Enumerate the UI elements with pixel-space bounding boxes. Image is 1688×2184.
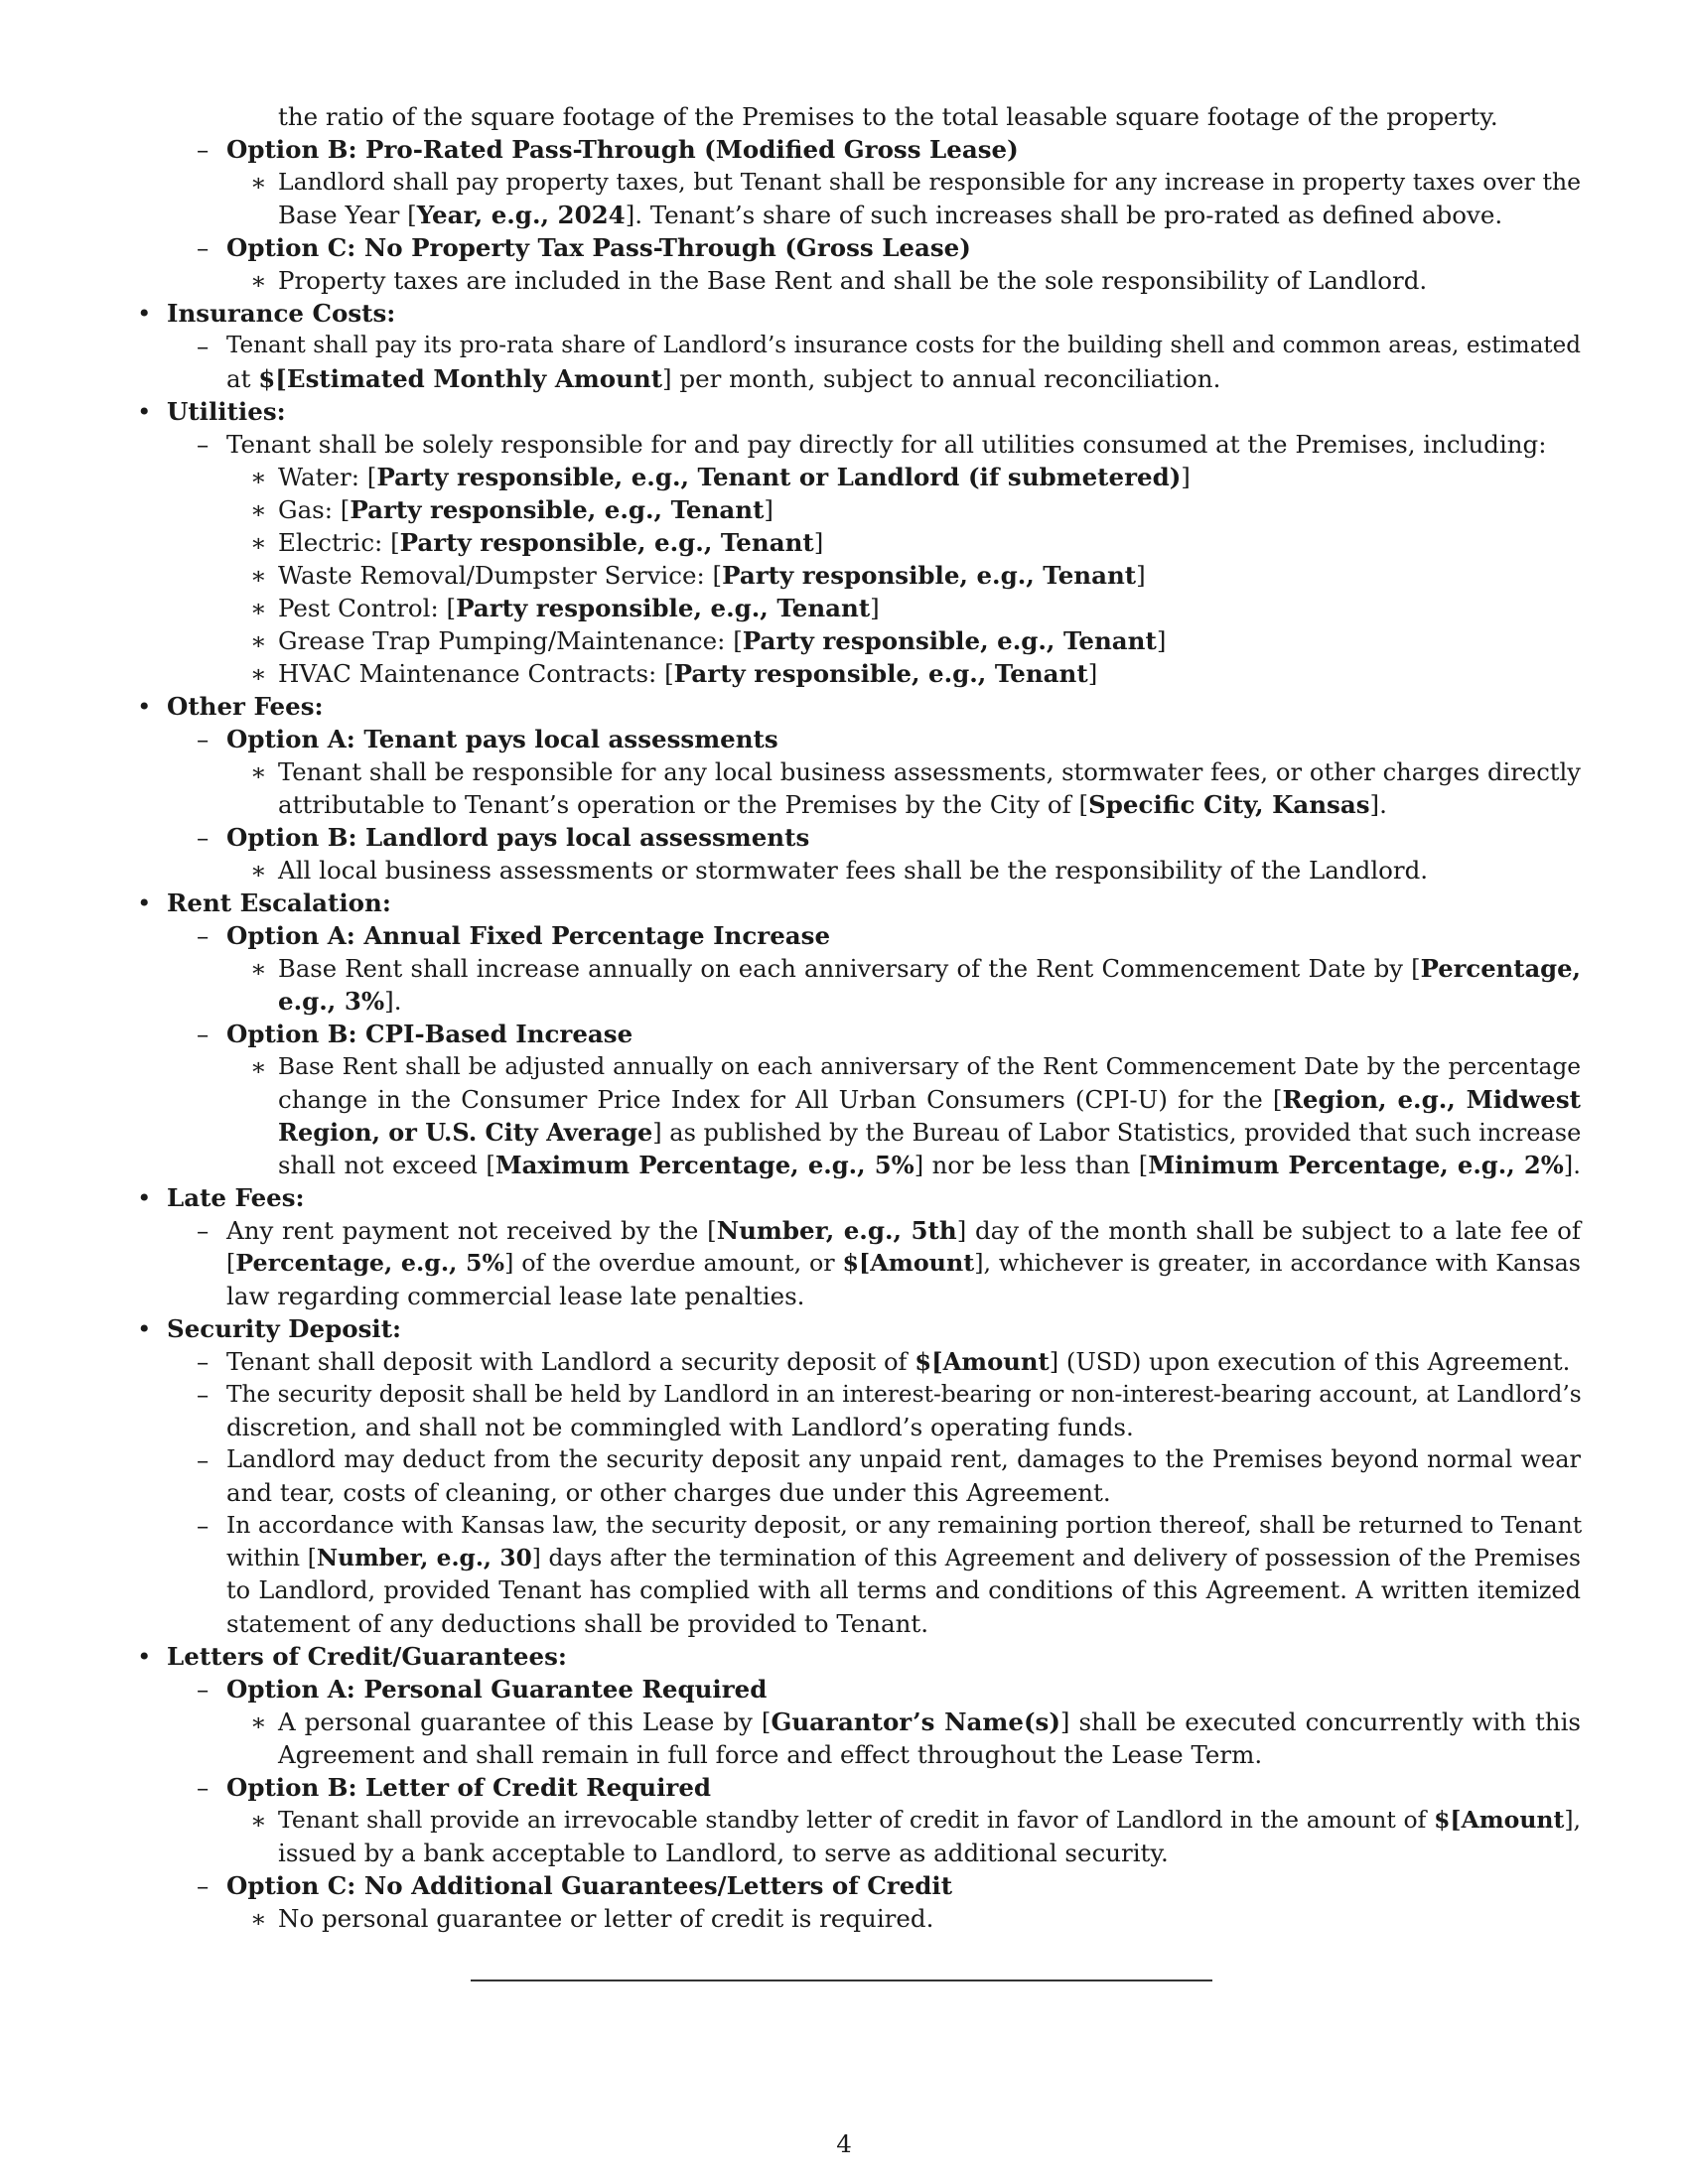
text-line [0, 887, 1688, 919]
text-run: statement of any deductions shall be provided to Tenant. [226, 1609, 929, 1638]
dash-marker: – [197, 135, 210, 164]
text-run: ]. [1369, 790, 1387, 819]
text-line [0, 854, 1688, 887]
text-line [0, 133, 1688, 166]
text-line [0, 690, 1688, 723]
text-line [0, 985, 1688, 1018]
text-line [0, 624, 1688, 657]
text-run: ], [1564, 1806, 1581, 1834]
line-text [226, 1247, 1581, 1280]
text-run: ] days after the termination of this Agreement and delivery of possession of the Premises [531, 1545, 1581, 1571]
line-text [226, 133, 1581, 166]
star-marker: ∗ [250, 168, 267, 197]
text-run: ], whichever is greater, in accordance with Kansas [974, 1249, 1581, 1277]
star-marker: ∗ [250, 528, 267, 557]
bold-term: Option B: CPI-Based Increase [226, 1020, 633, 1048]
bold-term: Party responsible, e.g., Tenant [722, 561, 1137, 590]
line-text [278, 1902, 1581, 1935]
line-text [278, 788, 1581, 821]
line-text [226, 1869, 1581, 1902]
text-run: ] shall be executed concurrently with this [1059, 1707, 1581, 1736]
bold-term: Insurance Costs: [167, 299, 396, 328]
text-run: ] [1087, 659, 1098, 688]
text-run: Agreement and shall remain in full force and effect throughout the Lease Term. [278, 1740, 1263, 1769]
text-run: Gas: [ [278, 495, 351, 524]
text-run: within [ [226, 1545, 317, 1571]
text-line [0, 1018, 1688, 1050]
line-text [278, 952, 1581, 985]
text-run: [ [226, 1249, 236, 1277]
dash-marker: – [197, 1347, 210, 1376]
text-line [0, 1902, 1688, 1935]
bullet-marker: • [137, 397, 152, 426]
bold-term: Option C: No Additional Guarantees/Letters of Credit [226, 1871, 953, 1900]
line-text [226, 362, 1581, 395]
line-text [226, 1345, 1581, 1378]
line-text [278, 526, 1581, 559]
star-marker: ∗ [250, 856, 267, 885]
text-run: shall not exceed [ [278, 1151, 495, 1179]
dash-marker: – [197, 1511, 210, 1540]
star-marker: ∗ [250, 1904, 267, 1933]
text-line [0, 1116, 1688, 1149]
dash-marker: – [197, 430, 210, 459]
text-run: ] nor be less than [ [914, 1151, 1149, 1179]
line-text [167, 297, 1581, 330]
text-line [0, 657, 1688, 690]
text-run: at [226, 364, 259, 393]
text-line [0, 1050, 1688, 1083]
line-text [278, 1738, 1581, 1771]
bullet-marker: • [137, 1183, 152, 1212]
line-text [226, 821, 1581, 854]
bold-term: $[Amount [1434, 1806, 1565, 1834]
bold-term: e.g., 3% [278, 987, 385, 1016]
dash-marker: – [197, 1380, 210, 1409]
star-marker: ∗ [250, 266, 267, 295]
bold-term: Specific City, Kansas [1088, 790, 1370, 819]
text-line [0, 952, 1688, 985]
text-run: HVAC Maintenance Contracts: [ [278, 659, 674, 688]
text-line [0, 1771, 1688, 1804]
bold-term: Utilities: [167, 397, 286, 426]
line-text [226, 1771, 1581, 1804]
text-line [0, 1280, 1688, 1312]
line-text [278, 1804, 1581, 1837]
bold-term: Region, or U.S. City Average [278, 1118, 653, 1147]
text-run: Base Rent shall be adjusted annually on each anniversary of the Rent Commencement Date by the percentage [278, 1053, 1581, 1080]
text-run: ] [1136, 561, 1146, 590]
text-run: ]. [384, 987, 402, 1016]
bullet-marker: • [137, 1642, 152, 1671]
text-line [0, 526, 1688, 559]
text-line [0, 1443, 1688, 1476]
text-run: ] [1181, 463, 1191, 491]
dash-marker: – [197, 1871, 210, 1900]
line-text [278, 1837, 1581, 1869]
line-text [278, 1706, 1581, 1738]
line-text [278, 166, 1581, 199]
text-run: Tenant shall deposit with Landlord a security deposit of [226, 1347, 915, 1376]
text-run: ]. Tenant’s share of such increases shall be pro-rated as defined above. [625, 201, 1503, 229]
bold-term: Security Deposit: [167, 1314, 402, 1343]
text-line [0, 493, 1688, 526]
text-line [0, 1640, 1688, 1673]
line-text [226, 1574, 1581, 1607]
bold-term: Number, e.g., 5th [716, 1216, 957, 1245]
text-line [0, 1542, 1688, 1574]
star-marker: ∗ [250, 463, 267, 491]
star-marker: ∗ [250, 1707, 267, 1736]
text-run: Tenant shall be responsible for any local business assessments, stormwater fees, or other charges directly [278, 757, 1581, 786]
text-run: ] day of the month shall be subject to a late fee of [956, 1216, 1581, 1245]
text-line [0, 755, 1688, 788]
line-text [226, 1280, 1581, 1312]
text-run: Pest Control: [ [278, 594, 457, 622]
text-run: ] (USD) upon execution of this Agreement. [1049, 1347, 1571, 1376]
text-line [0, 199, 1688, 231]
text-line [0, 592, 1688, 624]
dash-marker: – [197, 1675, 210, 1704]
text-run: In accordance with Kansas law, the security deposit, or any remaining portion thereof, shall be returned to Tenant [226, 1511, 1583, 1539]
star-marker: ∗ [250, 561, 267, 590]
text-line [0, 1673, 1688, 1706]
line-text [278, 461, 1581, 493]
line-text [226, 330, 1581, 362]
lease-terms-list [0, 100, 1688, 1935]
text-line [0, 821, 1688, 854]
bold-term: Percentage, e.g., 5% [235, 1249, 505, 1277]
line-text [226, 919, 1581, 952]
bold-term: Party responsible, e.g., Tenant [456, 594, 871, 622]
line-text [167, 395, 1581, 428]
dash-marker: – [197, 1445, 210, 1474]
bold-term: Letters of Credit/Guarantees: [167, 1642, 567, 1671]
star-marker: ∗ [250, 757, 267, 786]
bold-term: Party responsible, e.g., Tenant [742, 626, 1157, 655]
dash-marker: – [197, 921, 210, 950]
text-run: ] of the overdue amount, or [504, 1249, 843, 1277]
text-run: ] [1156, 626, 1167, 655]
line-text [226, 1378, 1581, 1411]
line-text [278, 755, 1581, 788]
bold-term: Region, e.g., Midwest [1282, 1085, 1581, 1114]
text-line [0, 1181, 1688, 1214]
text-run: the ratio of the square footage of the Premises to the total leasable square footage of the property. [278, 102, 1498, 131]
text-line [0, 1083, 1688, 1116]
text-line [0, 1607, 1688, 1640]
line-text [167, 1640, 1581, 1673]
text-run: issued by a bank acceptable to Landlord, to serve as additional security. [278, 1839, 1169, 1867]
text-line [0, 428, 1688, 461]
bold-term: Percentage, [1420, 954, 1581, 983]
bold-term: Party responsible, e.g., Tenant [673, 659, 1088, 688]
text-run: Any rent payment not received by the [ [226, 1216, 717, 1245]
text-run: Tenant shall pay its pro-rata share of Landlord’s insurance costs for the building shell and common areas, estimated [226, 333, 1581, 358]
text-run: discretion, and shall not be commingled with Landlord’s operating funds. [226, 1413, 1134, 1441]
line-text [278, 1149, 1581, 1181]
line-text [167, 1181, 1581, 1214]
line-text [278, 1083, 1581, 1116]
text-run: Landlord shall pay property taxes, but Tenant shall be responsible for any increase in property taxes over the [278, 168, 1581, 196]
text-run: Tenant shall provide an irrevocable standby letter of credit in favor of Landlord in the amount of [278, 1806, 1435, 1834]
text-run: The security deposit shall be held by Landlord in an interest-bearing or non-interest-bearing account, at Landlord’s [226, 1381, 1582, 1408]
line-text [278, 592, 1581, 624]
text-line [0, 1706, 1688, 1738]
text-run: Landlord may deduct from the security deposit any unpaid rent, damages to the Premises beyond normal wear [226, 1445, 1581, 1473]
text-line [0, 100, 1688, 133]
text-run: No personal guarantee or letter of credit is required. [278, 1904, 934, 1933]
text-line [0, 723, 1688, 755]
bold-term: Option A: Annual Fixed Percentage Increase [226, 921, 831, 950]
text-line [0, 264, 1688, 297]
line-text [226, 1411, 1581, 1443]
bold-term: Option B: Landlord pays local assessments [226, 823, 810, 852]
text-line [0, 166, 1688, 199]
text-run: Waste Removal/Dumpster Service: [ [278, 561, 723, 590]
star-marker: ∗ [250, 1052, 267, 1081]
text-run: attributable to Tenant’s operation or the Premises by the City of [ [278, 790, 1089, 819]
text-run: Base Rent shall increase annually on each anniversary of the Rent Commencement Date by [ [278, 954, 1421, 983]
text-run: ] per month, subject to annual reconciliation. [662, 364, 1221, 393]
page-number: 4 [836, 2129, 852, 2158]
star-marker: ∗ [250, 659, 267, 688]
text-line [0, 1574, 1688, 1607]
text-line [0, 1149, 1688, 1181]
text-run: and tear, costs of cleaning, or other charges due under this Agreement. [226, 1478, 1111, 1507]
bold-term: Minimum Percentage, e.g., 2% [1148, 1151, 1564, 1179]
line-text [167, 690, 1581, 723]
dash-marker: – [197, 233, 210, 262]
bold-term: $[Amount [914, 1347, 1050, 1376]
text-line [0, 1738, 1688, 1771]
line-text [278, 624, 1581, 657]
text-line [0, 362, 1688, 395]
line-text [226, 1509, 1581, 1542]
star-marker: ∗ [250, 1806, 267, 1835]
line-text [226, 723, 1581, 755]
bold-term: Maximum Percentage, e.g., 5% [494, 1151, 914, 1179]
text-line [0, 1411, 1688, 1443]
line-text [278, 1116, 1581, 1149]
text-line [0, 919, 1688, 952]
line-text [278, 199, 1581, 231]
star-marker: ∗ [250, 594, 267, 622]
line-text [226, 1018, 1581, 1050]
bold-term: Option A: Personal Guarantee Required [226, 1675, 768, 1704]
text-run: All local business assessments or stormwater fees shall be the responsibility of the Landlord. [278, 856, 1429, 885]
bullet-marker: • [137, 692, 152, 721]
text-line [0, 330, 1688, 362]
dash-marker: – [197, 332, 210, 360]
line-text [226, 1214, 1581, 1247]
text-run: Base Year [ [278, 201, 417, 229]
line-text [278, 264, 1581, 297]
dash-marker: – [197, 823, 210, 852]
text-line [0, 1869, 1688, 1902]
bold-term: Party responsible, e.g., Tenant or Landlord (if submetered) [376, 463, 1182, 491]
text-run: to Landlord, provided Tenant has complied with all terms and conditions of this Agreement. A written itemized [226, 1576, 1581, 1604]
bold-term: Option A: Tenant pays local assessments [226, 725, 778, 753]
text-run: Property taxes are included in the Base Rent and shall be the sole responsibility of Landlord. [278, 266, 1428, 295]
bold-term: Option B: Letter of Credit Required [226, 1773, 712, 1802]
text-line [0, 1378, 1688, 1411]
text-line [0, 1312, 1688, 1345]
text-line [0, 1247, 1688, 1280]
text-line [0, 231, 1688, 264]
bold-term: Party responsible, e.g., Tenant [399, 528, 814, 557]
text-run: ] as published by the Bureau of Labor Statistics, provided that such increase [652, 1119, 1582, 1147]
star-marker: ∗ [250, 495, 267, 524]
text-line [0, 1804, 1688, 1837]
text-line [0, 461, 1688, 493]
text-run: Water: [ [278, 463, 377, 491]
star-marker: ∗ [250, 954, 267, 983]
star-marker: ∗ [250, 626, 267, 655]
bold-term: Other Fees: [167, 692, 324, 721]
text-line [0, 559, 1688, 592]
line-text [278, 100, 1581, 133]
bold-term: Option B: Pro-Rated Pass-Through (Modified Gross Lease) [226, 135, 1019, 164]
line-text [278, 985, 1581, 1018]
bold-term: Option C: No Property Tax Pass-Through (Gross Lease) [226, 233, 971, 262]
dash-marker: – [197, 725, 210, 753]
bullet-marker: • [137, 299, 152, 328]
bold-term: Party responsible, e.g., Tenant [350, 495, 765, 524]
line-text [167, 1312, 1581, 1345]
line-text [226, 1673, 1581, 1706]
bold-term: Guarantor’s Name(s) [771, 1707, 1060, 1736]
line-text [226, 1542, 1581, 1574]
text-line [0, 395, 1688, 428]
text-run: ] [813, 528, 824, 557]
text-run: A personal guarantee of this Lease by [ [278, 1707, 772, 1736]
text-line [0, 297, 1688, 330]
line-text [278, 559, 1581, 592]
line-text [278, 493, 1581, 526]
text-run: Electric: [ [278, 528, 400, 557]
text-run: change in the Consumer Price Index for All Urban Consumers (CPI-U) for the [ [278, 1085, 1283, 1114]
line-text [226, 231, 1581, 264]
dash-marker: – [197, 1020, 210, 1048]
line-text [278, 1050, 1581, 1083]
line-text [278, 854, 1581, 887]
text-line [0, 1214, 1688, 1247]
text-run: ] [764, 495, 774, 524]
text-run: Tenant shall be solely responsible for and pay directly for all utilities consumed at the Premises, including: [226, 430, 1547, 459]
text-run: law regarding commercial lease late penalties. [226, 1282, 805, 1310]
bold-term: Number, e.g., 30 [316, 1545, 532, 1571]
text-run: ] [870, 594, 880, 622]
bold-term: Late Fees: [167, 1183, 305, 1212]
bold-term: $[Amount [842, 1249, 975, 1277]
line-text [226, 1607, 1581, 1640]
text-line [0, 1837, 1688, 1869]
dash-marker: – [197, 1216, 210, 1245]
text-run: ]. [1563, 1151, 1581, 1179]
text-line [0, 1345, 1688, 1378]
line-text [167, 887, 1581, 919]
line-text [226, 428, 1581, 461]
bold-term: Year, e.g., 2024 [416, 201, 626, 229]
text-line [0, 1476, 1688, 1509]
dash-marker: – [197, 1773, 210, 1802]
text-line [0, 1509, 1688, 1542]
horizontal-rule [471, 1979, 1212, 1981]
bold-term: Rent Escalation: [167, 888, 391, 917]
bullet-marker: • [137, 1314, 152, 1343]
bold-term: $[Estimated Monthly Amount [258, 364, 663, 393]
bullet-marker: • [137, 888, 152, 917]
line-text [278, 657, 1581, 690]
line-text [226, 1443, 1581, 1476]
text-run: Grease Trap Pumping/Maintenance: [ [278, 626, 743, 655]
line-text [226, 1476, 1581, 1509]
text-line [0, 788, 1688, 821]
